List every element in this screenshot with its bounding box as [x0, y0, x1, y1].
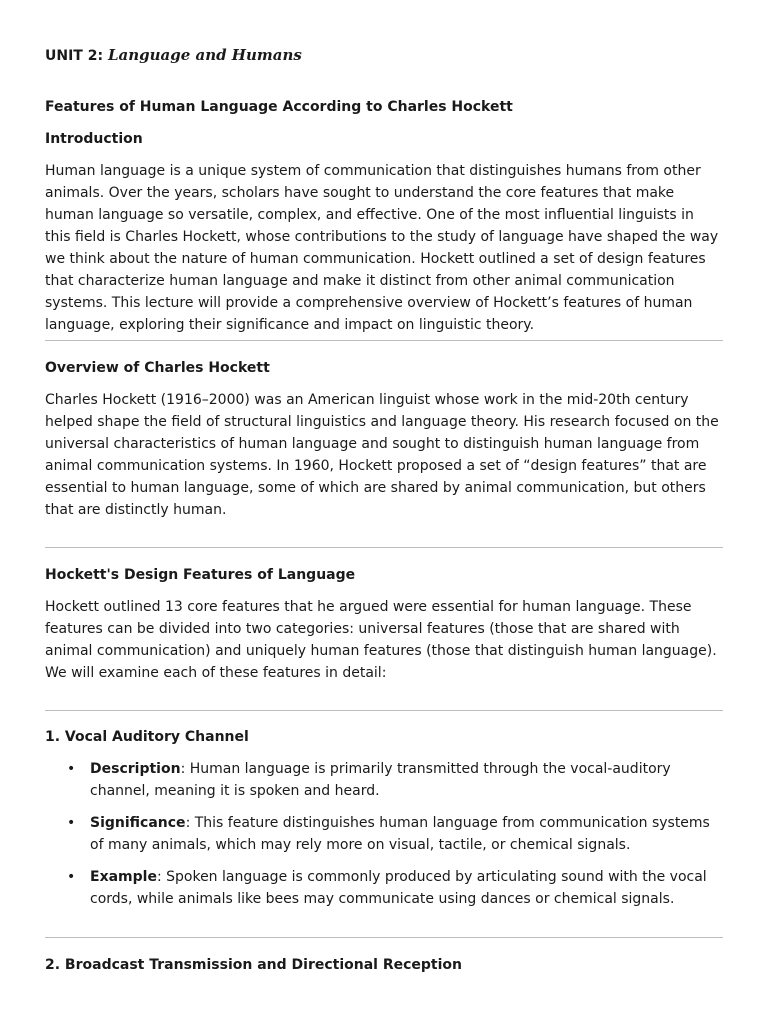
intro-section [45, 128, 723, 336]
feature-2-section [45, 954, 723, 976]
bullet-icon: • [67, 869, 76, 885]
unit-label: UNIT 2: [45, 48, 104, 64]
overview-section [45, 357, 723, 521]
design-features-section [45, 564, 723, 684]
bullet-text: : Human language is primarily transmitted through the vocal-auditory channel, meaning it is spoken and heard. [90, 761, 671, 799]
document-title-block [45, 96, 723, 118]
bullet-term: Example [90, 869, 157, 885]
bullet-term: Description [90, 761, 181, 777]
unit-subtitle: Language and Humans [107, 46, 302, 64]
section-divider [45, 710, 723, 711]
bullet-term: Significance [90, 815, 186, 831]
section-divider [45, 937, 723, 938]
bullet-icon: • [67, 815, 76, 831]
unit-title [45, 46, 302, 64]
design-features-heading: Hockett's Design Features of Language [45, 567, 356, 583]
bullet-text: : This feature distinguishes human language from communication systems of many animals, which may rely more on visual, tactile, or chemical signals. [90, 815, 710, 853]
section-divider [45, 547, 723, 548]
design-features-paragraph: Hockett outlined 13 core features that he argued were essential for human language. These features can be divided into two categories: universal features (those that are shared with animal communication) and uniquely human features (those that distinguish human language). We will examine each of these features in detail: [45, 599, 717, 681]
feature-1-heading: 1. Vocal Auditory Channel [45, 729, 249, 745]
intro-heading: Introduction [45, 131, 143, 147]
document-title: Features of Human Language According to Charles Hockett [45, 99, 513, 115]
bullet-icon: • [67, 761, 76, 777]
feature-1-section [45, 726, 723, 920]
intro-paragraph: Human language is a unique system of communication that distinguishes humans from other animals. Over the years, scholars have sought to understand the core features that make human language so versatile, complex, and effective. One of the most influential linguists in this field is Charles Hockett, whose contributions to the study of language have shaped the way we think about the nature of human communication. Hockett outlined a set of design features that characterize human language and make it distinct from other animal communication systems. This lecture will provide a comprehensive overview of Hockett’s features of human language, exploring their significance and impact on linguistic theory. [45, 163, 719, 333]
feature-1-list [45, 758, 723, 910]
bullet-text: : Spoken language is commonly produced by articulating sound with the vocal cords, while animals like bees may communicate using dances or chemical signals. [90, 869, 707, 907]
list-item [45, 758, 723, 802]
feature-2-heading: 2. Broadcast Transmission and Directional Reception [45, 957, 463, 973]
overview-paragraph: Charles Hockett (1916–2000) was an American linguist whose work in the mid-20th century helped shape the field of structural linguistics and language theory. His research focused on the universal characteristics of human language and sought to distinguish human language from animal communication systems. In 1960, Hockett proposed a set of “design features” that are essential to human language, some of which are shared by animal communication, but others that are distinctly human. [45, 392, 719, 518]
list-item [45, 812, 723, 856]
list-item [45, 866, 723, 910]
overview-heading: Overview of Charles Hockett [45, 360, 270, 376]
section-divider [45, 340, 723, 341]
